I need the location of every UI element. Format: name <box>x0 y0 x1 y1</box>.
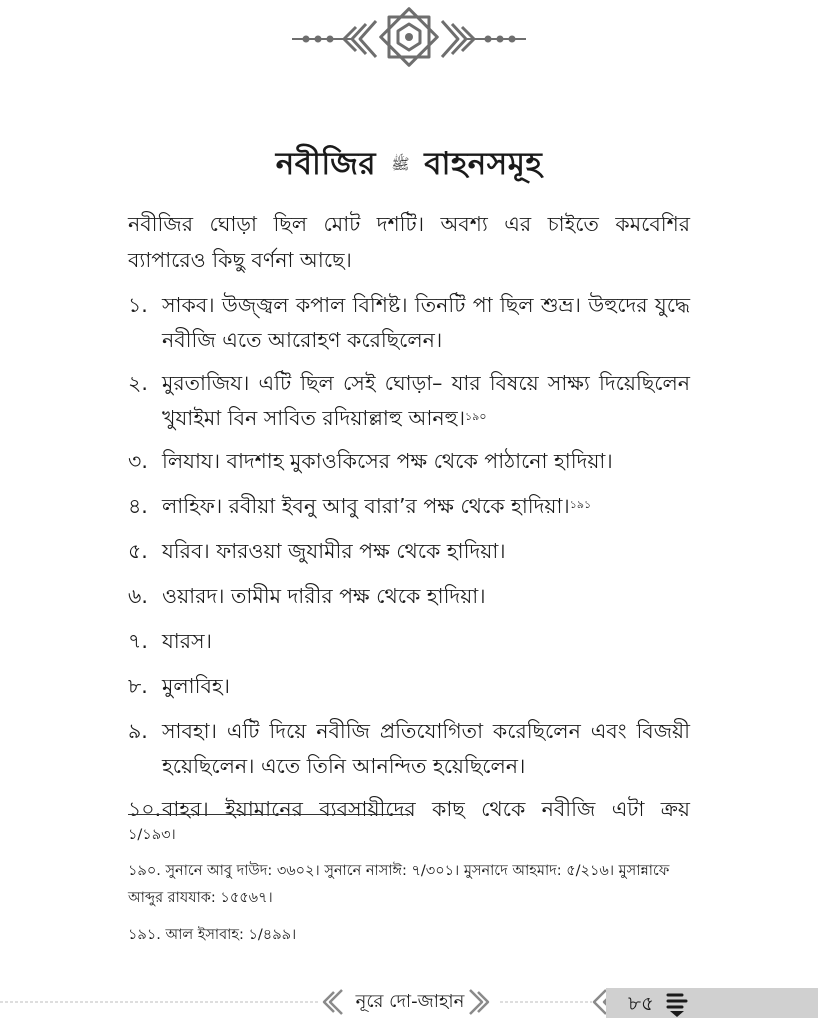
item-number: ৪. <box>128 494 148 518</box>
item-number: ৫. <box>128 539 148 563</box>
footnote-divider <box>128 814 410 815</box>
list-item <box>128 579 690 614</box>
horse-list <box>128 288 690 827</box>
list-item <box>128 489 690 524</box>
title-right: বাহনসমূহ <box>424 146 543 182</box>
list-item <box>128 534 690 569</box>
page-number: ৮৫ <box>628 991 654 1015</box>
footnote: ১/১৯৩। <box>128 827 176 843</box>
item-number: ৭. <box>128 629 148 653</box>
list-item <box>128 444 690 479</box>
item-number: ১. <box>128 293 148 317</box>
item-text: মুরতাজিয। এটি ছিল সেই ঘোড়া– যার বিষয়ে সাক্ষ্য দিয়েছিলেন খুযাইমা বিন সাবিত রদিয়াল্লাহু আনহু। <box>162 371 690 430</box>
item-text: লিযায। বাদশাহ মুকাওকিসের পক্ষ থেকে পাঠানো হাদিয়া। <box>162 449 613 473</box>
list-item <box>128 669 690 704</box>
item-text: যরিব। ফারওয়া জুযামীর পক্ষ থেকে হাদিয়া। <box>162 539 506 563</box>
footnote: ১৯০. সুনানে আবু দাউদ: ৩৬০২। সুনানে নাসাঈ: ৭/৩০১। মুসনাদে আহমাদ: ৫/২১৬। মুসান্নাফে আব্দুর রাযযাক: ১৫৫৬৭। <box>128 863 670 906</box>
item-text: যারস। <box>162 629 212 653</box>
item-text: সাকব। উজ্জ্বল কপাল বিশিষ্ট। তিনটি পা ছিল শুভ্র। উহুদের যুদ্ধে নবীজি এতে আরোহণ করেছিলেন। <box>162 293 690 352</box>
page-title <box>0 140 818 192</box>
item-number: ১০. <box>128 797 162 821</box>
header-ornament <box>0 0 818 80</box>
list-item <box>128 714 690 784</box>
item-text: সাবহা। এটি দিয়ে নবীজি প্রতিযোগিতা করেছিলেন এবং বিজয়ী হয়েছিলেন। এতে তিনি আনন্দিত হয়েছিলেন। <box>162 719 690 778</box>
item-text: বাহর। ইয়ামানের ব্যবসায়ীদের কাছ থেকে নবীজি এটা ক্রয় <box>162 797 690 821</box>
list-item <box>128 288 690 358</box>
salawat-symbol: ﷺ <box>391 154 410 173</box>
item-text: মুলাবিহ। <box>162 674 230 698</box>
footnote: ১৯১. আল ইসাবাহ: ১/৪৯৯। <box>128 927 297 943</box>
item-text: ওয়ারদ। তামীম দারীর পক্ষ থেকে হাদিয়া। <box>162 584 486 608</box>
footer-book-title: নূরে দো-জাহান <box>355 991 465 1012</box>
list-item <box>128 366 690 436</box>
footnote-ref: ১৯০ <box>465 410 487 423</box>
title-left: নবীজির <box>275 146 377 182</box>
intro-paragraph: নবীজির ঘোড়া ছিল মোট দশটি। অবশ্য এর চাইতে কমবেশির ব্যাপারেও কিছু বর্ণনা আছে। <box>128 212 690 272</box>
bookmark-icon <box>664 990 690 1018</box>
item-number: ৮. <box>128 674 148 698</box>
item-number: ৬. <box>128 584 148 608</box>
footnote-ref: ১৯১ <box>569 498 592 511</box>
item-number: ২. <box>128 371 148 395</box>
item-text: লাহিফ। রবীয়া ইবনু আবু বারা’র পক্ষ থেকে হাদিয়া। <box>162 494 570 518</box>
item-number: ৯. <box>128 719 148 743</box>
list-item <box>128 624 690 659</box>
item-number: ৩. <box>128 449 148 473</box>
